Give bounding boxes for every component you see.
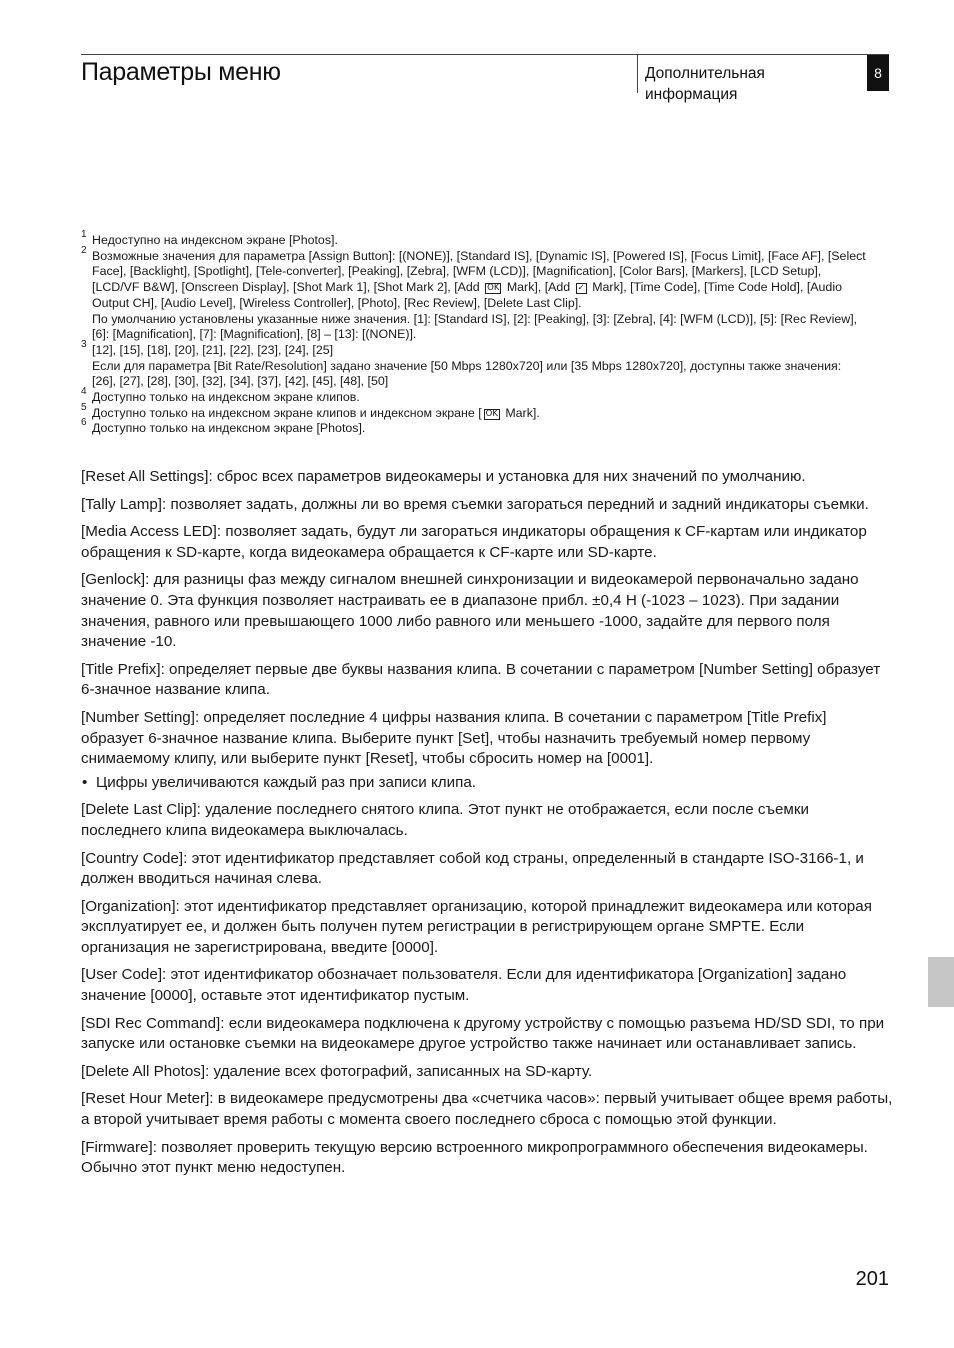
setting-description: в видеокамере предусмотрены два «счетчика часов»: первый учитывает общее время работы, а второй учитывает время работы с момента своего последнего сброса с помощью этой функции. xyxy=(81,1090,893,1129)
header-divider xyxy=(637,55,638,93)
section-label: Дополнительная информация xyxy=(645,65,765,103)
setting-item xyxy=(81,570,893,652)
setting-item xyxy=(81,849,893,890)
chapter-side-tab xyxy=(928,957,954,1007)
setting-item xyxy=(81,708,893,770)
footnote xyxy=(81,338,871,390)
setting-term: [Genlock]: xyxy=(81,571,150,589)
setting-term: [Media Access LED]: xyxy=(81,523,222,541)
setting-description: сброс всех параметров видеокамеры и установка для них значений по умолчанию. xyxy=(212,468,806,485)
footnote-text: Доступно только на индексном экране [Photos]. xyxy=(92,421,366,436)
setting-term: [Firmware]: xyxy=(81,1138,157,1156)
setting-description: позволяет задать, должны ли во время съемки загораться передний и задний индикаторы съемки. xyxy=(166,495,869,513)
bullet-note: • Цифры увеличиваются каждый раз при записи клипа. xyxy=(81,773,893,794)
setting-term: [Title Prefix]: xyxy=(81,660,165,678)
setting-term: [SDI Rec Command]: xyxy=(81,1014,225,1032)
footnote-text: Возможные значения для параметра [Assign Button]: [(NONE)], [Standard IS], [Dynamic IS], [Powered IS], [Focus Limit], [Face AF], [Select Face], [Backlight], [Spotlight], [Tele-converter], [Peaking], [Zebra], [WFM (LCD)], [Magnification], [Color Bars], [Markers], [LCD Setup], [LCD/VF B&W], [Onscreen Display], [Shot Mark 1], [Shot Mark 2], [Add xyxy=(92,248,866,295)
setting-term: [Number Setting]: xyxy=(81,708,200,726)
setting-description: для разницы фаз между сигналом внешней синхронизации и видеокамерой первоначально задано значение 0. Эта функция позволяет настраивать ее в диапазоне прибл. ±0,4 H (-1023 – 1023). При задании значения, равного или превышающего 1000 либо равного или меньшего -1000, задайте для первого поля значение -10. xyxy=(81,571,859,651)
setting-description: этот идентификатор представляет собой код страны, определенный в стандарте ISO-3166-1, и должен вводиться начиная слева. xyxy=(81,849,864,888)
footnote-text: Доступно только на индексном экране клипов. xyxy=(92,390,360,405)
setting-description: этот идентификатор обозначает пользователя. Если для идентификатора [Organization] задано значение [0000], оставьте этот идентификатор пустым. xyxy=(81,966,847,1005)
setting-term: [Tally Lamp]: xyxy=(81,495,167,513)
setting-description: этот идентификатор представляет организацию, которой принадлежит видеокамера или которая эксплуатирует ее, и должен быть получен путем регистрации в регистрирующем органе SMPTE. Если организация не зарегистрирована, введите [0000]. xyxy=(81,897,872,956)
setting-description: позволяет задать, будут ли загораться индикаторы обращения к CF-картам или индикатор обращения к SD-карте, когда видеокамера обращается к CF-карте или SD-карте. xyxy=(81,523,867,561)
footnote xyxy=(81,417,871,437)
setting-description: определяет первые две буквы названия клипа. В сочетании с параметром [Number Setting] образует 6-значное название клипа. xyxy=(81,660,881,699)
header-rule xyxy=(81,54,889,55)
setting-description: удаление последнего снятого клипа. Этот пункт не отображается, если после съемки последнего клипа видеокамера выключалась. xyxy=(81,801,809,839)
footnote xyxy=(81,244,871,343)
setting-item xyxy=(81,467,893,488)
setting-term: [Organization]: xyxy=(81,897,180,915)
setting-term: [Country Code]: xyxy=(81,849,188,867)
footnote-text: [12], [15], [18], [20], [21], [22], [23], [24], [25] xyxy=(92,342,334,357)
setting-item xyxy=(81,660,893,701)
setting-item xyxy=(81,1062,893,1083)
setting-term: [User Code]: xyxy=(81,966,167,984)
footnote-text: Если для параметра [Bit Rate/Resolution] задано значение [50 Mbps 1280x720] или [35 Mbps 1280x720], доступны также значения: xyxy=(92,358,842,373)
setting-item xyxy=(81,965,893,1006)
footnote-number: 2 xyxy=(81,244,87,256)
setting-description: позволяет проверить текущую версию встроенного микропрограммного обеспечения видеокамеры. Обычно этот пункт меню недоступен. xyxy=(81,1138,868,1177)
setting-term: [Reset All Settings]: xyxy=(81,468,213,485)
footnote xyxy=(81,386,871,406)
ok-mark-icon: OK xyxy=(487,283,500,294)
setting-description: удаление всех фотографий, записанных на SD-карту. xyxy=(209,1062,593,1080)
footnote-text: Mark], [Add xyxy=(503,280,574,295)
footnote-number: 5 xyxy=(81,401,87,413)
footnote-text: [26], [27], [28], [30], [32], [34], [37], [42], [45], [48], [50] xyxy=(92,374,389,389)
setting-item xyxy=(81,495,893,516)
footnote-number: 1 xyxy=(81,229,87,240)
footnote xyxy=(81,401,871,422)
footnote-text: По умолчанию установлены указанные ниже значения. [1]: [Standard IS], [2]: [Peaking], [3]: [Zebra], [4]: [WFM (LCD)], [5]: [Rec Review], [6]: [Magnification], [7]: [Magnification], [8] – [13]: [(NONE)]. xyxy=(92,311,858,342)
page-number: 201 xyxy=(855,1268,889,1290)
footnote xyxy=(81,229,871,249)
footnote-text: Mark], [Time Code], [Time Code Hold], [Audio Output CH], [Audio Level], [Wireless Controller], [Photo], [Rec Review], [Delete Last Clip]. xyxy=(92,280,842,310)
setting-item xyxy=(81,1138,893,1179)
setting-item xyxy=(81,1089,893,1130)
setting-description: если видеокамера подключена к другому устройству с помощью разъема HD/SD SDI, то при запуске или остановке съемки на видеокамере другое устройство также начинает или останавливает запись. xyxy=(81,1014,885,1053)
footnote-number: 4 xyxy=(81,386,87,398)
page-title: Параметры меню xyxy=(81,58,281,86)
setting-item xyxy=(81,800,893,841)
footnotes xyxy=(81,229,871,437)
setting-term: [Delete All Photos]: xyxy=(81,1062,210,1080)
footnote-text: Недоступно на индексном экране [Photos]. xyxy=(92,233,338,247)
chapter-badge: 8 xyxy=(867,55,889,91)
footnote-text: Доступно только на индексном экране клипов и индексном экране [ xyxy=(92,405,482,420)
footnote-text: Mark]. xyxy=(501,405,540,420)
footnote-number: 3 xyxy=(81,338,87,350)
setting-description: определяет последние 4 цифры названия клипа. В сочетании с параметром [Title Prefix] образует 6-значное название клипа. Выберите пункт [Set], чтобы назначить требуемый номер первому снимаемому клипу, или выберите пункт [Reset], чтобы сбросить номер на [0001]. xyxy=(81,708,827,768)
setting-item xyxy=(81,522,893,563)
footnote-number: 6 xyxy=(81,417,87,429)
settings-descriptions xyxy=(81,467,893,1186)
setting-item xyxy=(81,1014,893,1055)
setting-term: [Delete Last Clip]: xyxy=(81,801,201,819)
check-mark-icon: ✓ xyxy=(577,283,585,294)
setting-item xyxy=(81,897,893,959)
ok-mark-icon: OK xyxy=(485,408,498,419)
setting-term: [Reset Hour Meter]: xyxy=(81,1090,214,1108)
